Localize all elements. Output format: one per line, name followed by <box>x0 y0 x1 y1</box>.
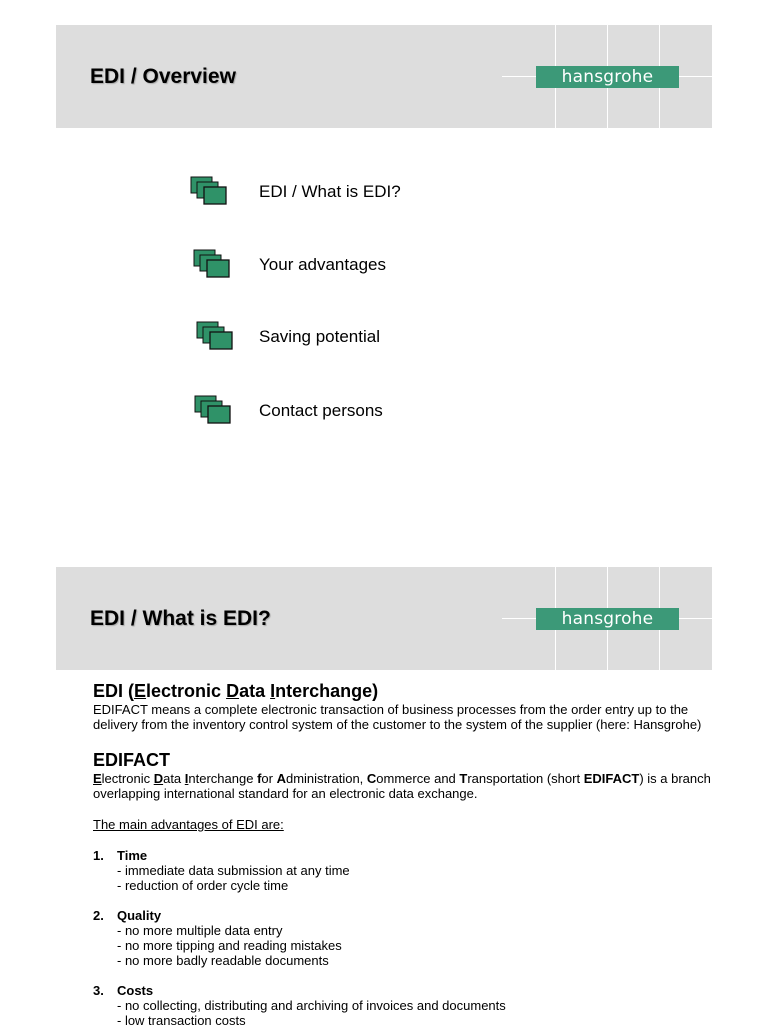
slide2-title: EDI / What is EDI? <box>90 607 271 630</box>
advantage-point: - no more multiple data entry <box>117 923 283 938</box>
advantage-point: - no collecting, distributing and archiving of invoices and documents <box>117 998 506 1013</box>
stacked-squares-icon <box>193 249 233 281</box>
edifact-text: or <box>261 771 277 786</box>
edifact-initial: E <box>93 771 102 786</box>
edifact-text: ommerce and <box>376 771 460 786</box>
edi-heading-text: ata <box>239 681 271 701</box>
advantage-title-row <box>93 908 713 923</box>
advantage-point: - reduction of order cycle time <box>117 878 289 893</box>
slide2-header <box>56 567 712 670</box>
stacked-squares-icon <box>194 395 234 427</box>
edi-heading <box>93 680 713 702</box>
edi-definition: EDIFACT means a complete electronic transaction of business processes from the order entry up to the delivery from the inventory control system of the customer to the system of the supplier (here: Hansgrohe) <box>93 702 702 732</box>
edi-heading-initial: I <box>270 681 276 701</box>
edifact-initial: A <box>276 771 286 786</box>
edifact-initial: D <box>153 771 164 786</box>
advantage-item <box>93 908 713 968</box>
slide1-header <box>56 25 712 128</box>
advantage-number: 3. <box>93 983 104 998</box>
edifact-initial: C <box>366 771 377 786</box>
advantage-point: - no more tipping and reading mistakes <box>117 938 342 953</box>
edifact-text: ransportation (short <box>467 771 584 786</box>
advantage-title: Costs <box>117 983 154 998</box>
advantage-title: Quality <box>117 908 162 923</box>
edifact-definition <box>93 771 713 801</box>
edifact-text: nterchange <box>188 771 258 786</box>
edifact-heading: EDIFACT <box>93 750 171 770</box>
advantage-number: 1. <box>93 848 104 863</box>
edifact-initial: f <box>257 771 262 786</box>
advantage-item <box>93 983 713 1028</box>
agenda-item[interactable] <box>190 249 510 289</box>
agenda-item[interactable] <box>190 395 510 435</box>
agenda-item[interactable] <box>190 176 510 216</box>
edifact-acronym: EDIFACT <box>583 771 640 786</box>
edifact-text: dministration, <box>285 771 367 786</box>
advantage-point: - no more badly readable documents <box>117 953 329 968</box>
slide1-title: EDI / Overview <box>90 65 236 88</box>
hansgrohe-logo: hansgrohe <box>536 66 679 88</box>
advantage-title-row <box>93 983 713 998</box>
agenda-label: Your advantages <box>259 255 386 274</box>
agenda-label: Contact persons <box>259 401 383 420</box>
edi-heading-initial: E <box>134 681 147 701</box>
edi-heading-text: EDI ( <box>93 681 135 701</box>
agenda-label: Saving potential <box>259 327 380 346</box>
advantage-item <box>93 848 713 893</box>
edifact-initial: I <box>184 771 189 786</box>
advantage-number: 2. <box>93 908 104 923</box>
edi-heading-initial: D <box>226 681 240 701</box>
advantage-title-row <box>93 848 713 863</box>
edifact-initial: T <box>459 771 468 786</box>
advantages-intro: The main advantages of EDI are: <box>93 817 284 832</box>
agenda-label: EDI / What is EDI? <box>259 182 401 201</box>
edi-heading-text: lectronic <box>146 681 227 701</box>
advantage-point: - low transaction costs <box>117 1013 246 1028</box>
advantage-point: - immediate data submission at any time <box>117 863 350 878</box>
stacked-squares-icon <box>190 176 230 208</box>
advantage-title: Time <box>117 848 148 863</box>
agenda-item[interactable] <box>190 321 510 361</box>
edifact-text: ) is a branch overlapping international standard for an electronic data exchange. <box>93 771 711 801</box>
slide2-content <box>93 680 713 1028</box>
edifact-text: lectronic <box>101 771 154 786</box>
edi-heading-text: nterchange) <box>275 681 379 701</box>
hansgrohe-logo: hansgrohe <box>536 608 679 630</box>
stacked-squares-icon <box>196 321 236 353</box>
edifact-text: ata <box>163 771 185 786</box>
